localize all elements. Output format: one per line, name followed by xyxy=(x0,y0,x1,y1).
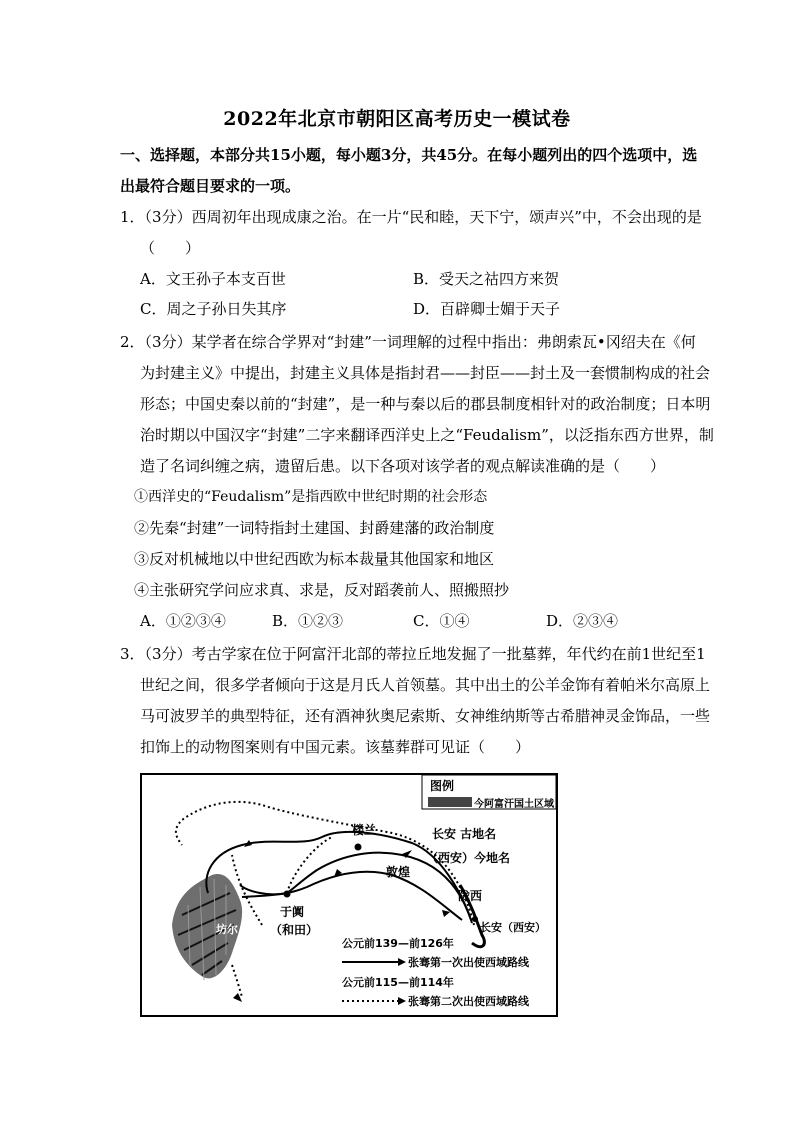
q1-option-b[interactable]: B．受天之祜四方来贺 xyxy=(413,270,560,288)
legend-route1-label: 张骞第一次出使西域路线 xyxy=(408,956,529,969)
place-yutian: 于阗 xyxy=(280,905,305,919)
q2-stem-line3: 形态；中国史秦以前的“封建”，是一种与秦以后的郡县制度相针对的政治制度；日本明 xyxy=(140,395,711,413)
place-loulan: 楼兰 xyxy=(352,823,377,837)
place-longxi: 陇西 xyxy=(458,889,483,903)
q2-item-4: ④主张研究学问应求真、求是，反对蹈袭前人、照搬照抄 xyxy=(134,581,510,599)
q3-stem-line2: 世纪之间，很多学者倾向于这是月氏人首领墓。其中出土的公羊金饰有着帕米尔高原上 xyxy=(140,676,711,694)
legend-region-swatch xyxy=(428,797,472,807)
page-title: 2022年北京市朝阳区高考历史一模试卷 xyxy=(223,108,571,130)
section-instruction-line1: 一、选择题，本部分共15小题，每小题3分，共45分。在每小题列出的四个选项中，选 xyxy=(120,146,698,164)
legend-route2-label: 张骞第二次出使西域路线 xyxy=(408,995,529,1008)
q2-option-d[interactable]: D．②③④ xyxy=(546,612,619,630)
q2-option-c[interactable]: C．①④ xyxy=(413,612,470,630)
zhang-qian-route-map xyxy=(140,773,558,1017)
place-west: 坊尔 xyxy=(216,923,238,936)
section-instruction-line2: 出最符合题目要求的一项。 xyxy=(120,177,301,195)
q1-stem-line2: （ ） xyxy=(140,239,201,257)
legend-title: 图例 xyxy=(430,779,455,793)
q2-stem-line1: 2．（3分）某学者在综合学界对“封建”一词理解的过程中指出：弗朗索瓦•冈绍夫在《何 xyxy=(120,333,696,351)
q2-option-b[interactable]: B．①②③ xyxy=(272,612,344,630)
legend-ancient-name: 长安 古地名 xyxy=(432,827,497,841)
q2-item-1: ①西洋史的“Feudalism”是指西欧中世纪时期的社会形态 xyxy=(134,489,488,505)
q2-stem-line2: 为封建主义》中提出，封建主义具体是指封君——封臣——封土及一套惯制构成的社会 xyxy=(140,364,711,382)
q3-stem-line1: 3．（3分）考古学家在位于阿富汗北部的蒂拉丘地发掘了一批墓葬，年代约在前1世纪至1 xyxy=(120,645,706,663)
legend-dotted-arrow xyxy=(398,997,406,1005)
q1-option-c[interactable]: C．周之子孙日失其序 xyxy=(140,300,287,318)
q1-option-d[interactable]: D．百辟卿士媚于天子 xyxy=(413,300,561,318)
legend-solid-arrow xyxy=(398,958,406,966)
place-hetian: （和田） xyxy=(270,923,319,937)
q1-option-a[interactable]: A．文王孙子本支百世 xyxy=(140,270,286,288)
q2-item-3: ③反对机械地以中世纪西欧为标本裁量其他国家和地区 xyxy=(134,550,495,568)
q2-stem-line4: 治时期以中国汉字“封建”二字来翻译西洋史上之“Feudalism”，以泛指东西方世界，制 xyxy=(140,426,714,444)
legend-route2-date: 公元前115—前114年 xyxy=(342,976,454,989)
place-changan: 长安（西安） xyxy=(480,921,546,934)
q2-option-a[interactable]: A．①②③④ xyxy=(140,612,226,630)
legend-route1-date: 公元前139—前126年 xyxy=(342,937,454,950)
q3-stem-line4: 扣饰上的动物图案则有中国元素。该墓葬群可见证（ ） xyxy=(140,738,531,756)
place-dunhuang: 敦煌 xyxy=(386,865,411,879)
legend-modern-name: （西安）今地名 xyxy=(426,851,511,865)
q2-stem-line5: 造了名词纠缠之病，遗留后患。以下各项对该学者的观点解读准确的是（ ） xyxy=(140,457,666,475)
legend-region-label: 今阿富汗国土区域 xyxy=(474,799,554,810)
q1-stem-line1: 1．（3分）西周初年出现成康之治。在一片“民和睦，天下宁，颂声兴”中，不会出现的是 xyxy=(120,208,702,226)
q3-stem-line3: 马可波罗羊的典型特征，还有酒神狄奥尼索斯、女神维纳斯等古希腊神灵金饰品，一些 xyxy=(140,707,711,725)
q2-item-2: ②先秦“封建”一词特指封土建国、封爵建藩的政治制度 xyxy=(134,519,495,537)
